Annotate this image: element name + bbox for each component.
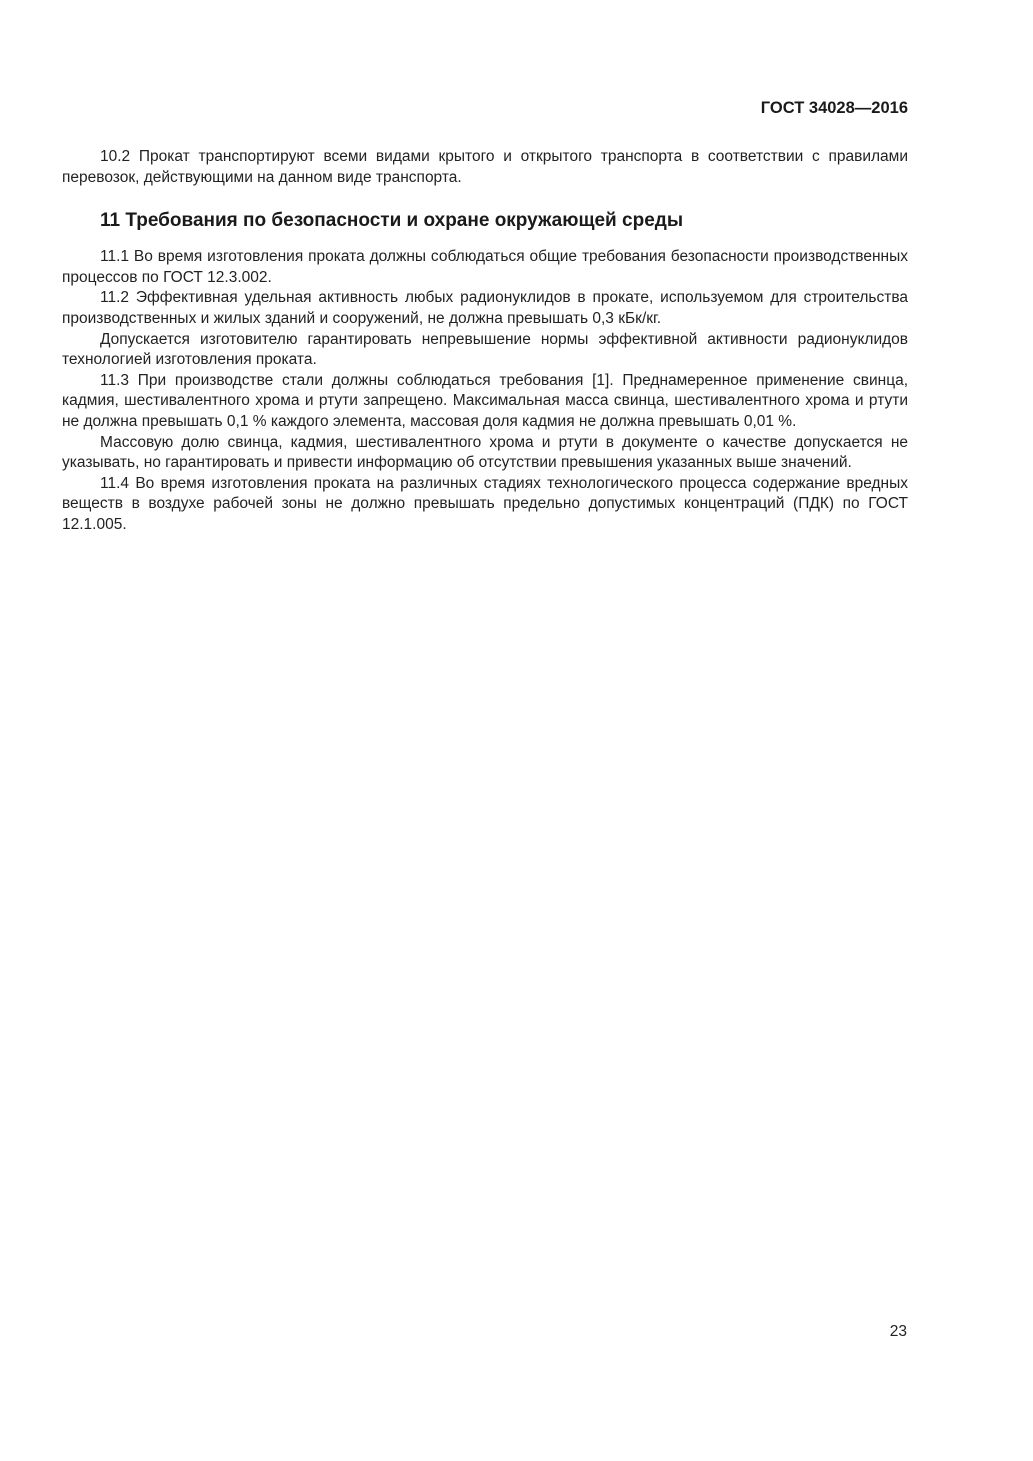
paragraph-11-1: 11.1 Во время изготовления проката должны соблюдаться общие требования безопасности производственных процессов по ГОСТ 12.3.002. xyxy=(62,248,908,286)
paragraph-11-3-note: Массовую долю свинца, кадмия, шестивалентного хрома и ртути в документе о качестве допускается не указывать, но гарантировать и привести информацию об отсутствии превышения указанных выше значений. xyxy=(62,433,908,472)
paragraph-11-2-note: Допускается изготовителю гарантировать непревышение нормы эффективной активности радионуклидов технологией изготовления проката. xyxy=(62,330,908,369)
page-number: 23 xyxy=(889,1323,907,1340)
paragraph-11-2: 11.2 Эффективная удельная активность любых радионуклидов в прокате, используемом для строительства производственных и жилых зданий и сооружений, не должна превышать 0,3 кБк/кг. xyxy=(62,289,908,327)
paragraph-11-3: 11.3 При производстве стали должны соблюдаться требования [1]. Преднамеренное применение свинца, кадмия, шестивалентного хрома и ртути запрещено. Максимальная масса свинца, шестивалентного хрома и ртути не должна превышать 0,1 % каждого элемента, массовая доля кадмия не должна превышать 0,01 %. xyxy=(62,371,908,430)
section-11-heading: 11 Требования по безопасности и охране окружающей среды xyxy=(100,210,684,232)
document-code-header: ГОСТ 34028—2016 xyxy=(760,99,908,117)
paragraph-10-2: 10.2 Прокат транспортируют всеми видами крытого и открытого транспорта в соответствии с правилами перевозок, действующими на данном виде транспорта. xyxy=(62,148,908,186)
page-content xyxy=(62,99,908,536)
paragraph-11-4: 11.4 Во время изготовления проката на различных стадиях технологического процесса содержание вредных веществ в воздухе рабочей зоны не должно превышать предельно допустимых концентраций (ПДК) по ГОСТ 12.1.005. xyxy=(62,474,908,533)
